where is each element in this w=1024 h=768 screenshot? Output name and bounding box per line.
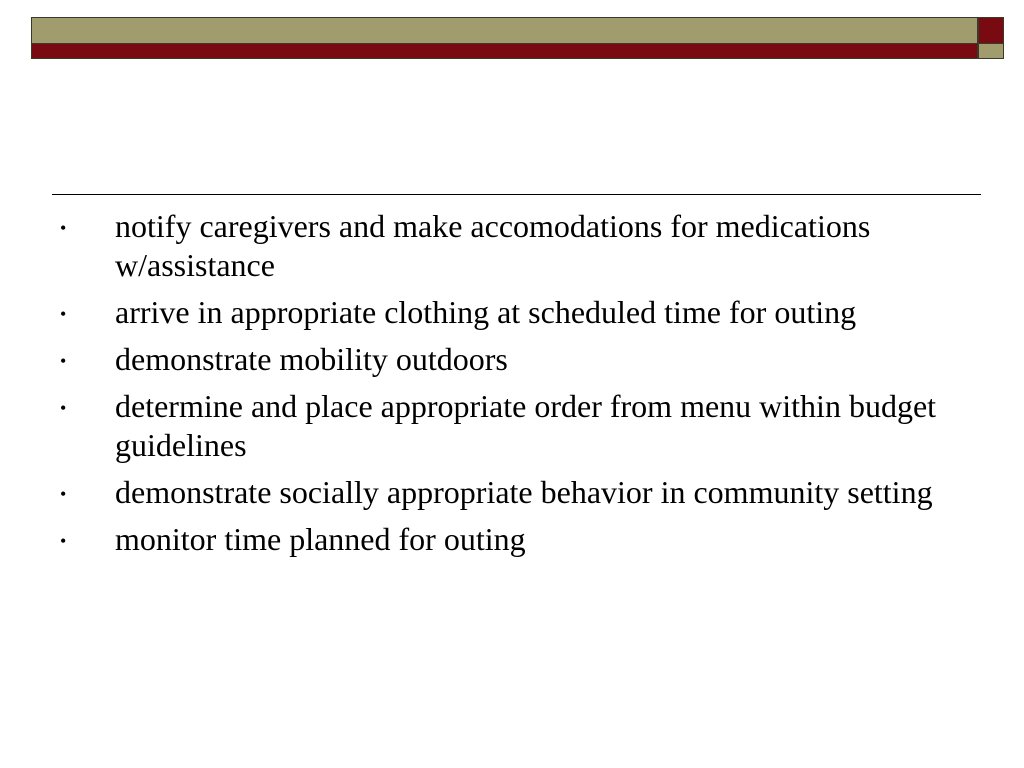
header-corner-red <box>978 17 1004 44</box>
bullet-icon: • <box>60 351 67 371</box>
bullet-icon: • <box>60 484 67 504</box>
bullet-icon: • <box>60 398 67 418</box>
bullet-text: monitor time planned for outing <box>115 521 526 557</box>
list-item <box>60 207 960 285</box>
list-item <box>60 473 960 512</box>
header-bar-olive <box>31 17 978 44</box>
bullet-text: demonstrate socially appropriate behavior in community setting <box>115 474 933 510</box>
bullet-icon: • <box>60 304 67 324</box>
bullet-text: notify caregivers and make accomodations for medications w/assistance <box>115 208 871 283</box>
list-item <box>60 387 960 465</box>
list-item <box>60 520 960 559</box>
list-item <box>60 293 960 332</box>
list-item <box>60 340 960 379</box>
bullet-text: demonstrate mobility outdoors <box>115 341 508 377</box>
header-corner-olive <box>978 43 1004 59</box>
title-divider <box>52 194 981 195</box>
bullet-text: determine and place appropriate order from menu within budget guidelines <box>115 388 937 463</box>
bullet-text: arrive in appropriate clothing at scheduled time for outing <box>115 294 857 330</box>
header-bar-red <box>31 43 978 59</box>
bullet-list <box>60 207 960 567</box>
bullet-icon: • <box>60 531 67 551</box>
bullet-icon: • <box>60 218 67 238</box>
